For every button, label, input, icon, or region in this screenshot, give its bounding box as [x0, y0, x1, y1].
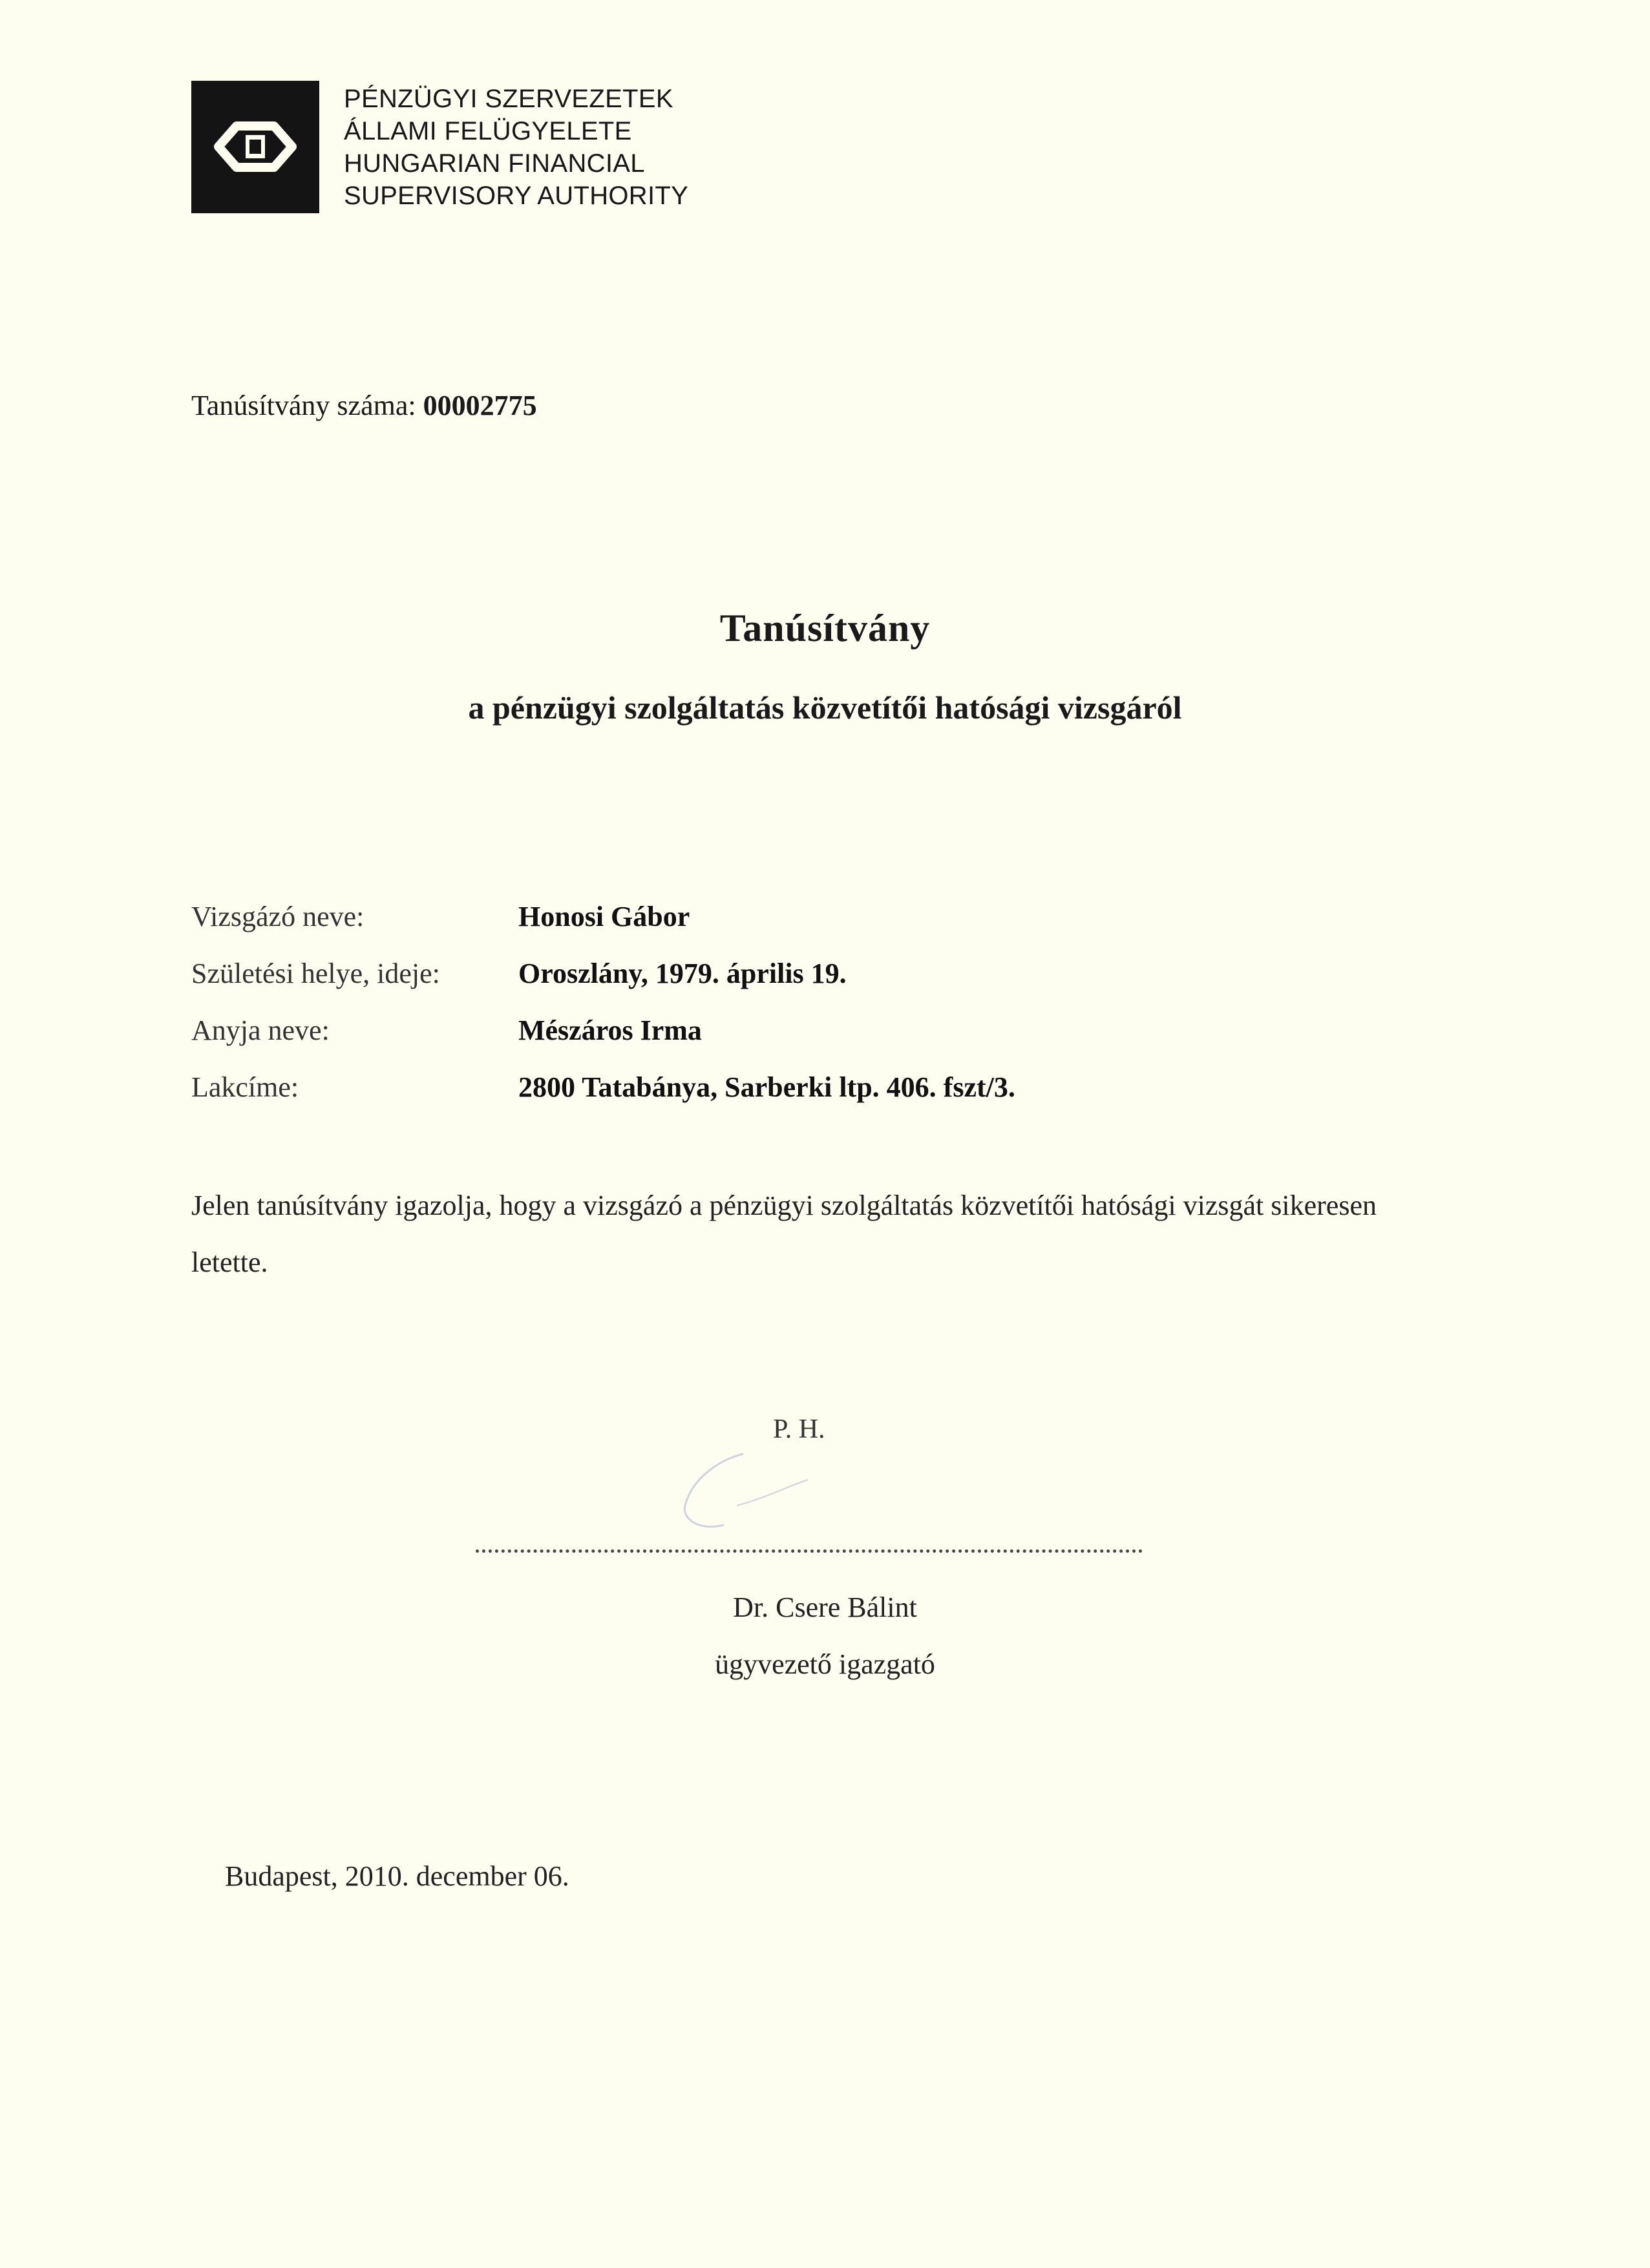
field-value: 2800 Tatabánya, Sarberki ltp. 406. fszt/3.: [518, 1071, 1015, 1103]
signatory-title: ügyvezető igazgató: [715, 1648, 935, 1680]
field-label: Lakcíme:: [191, 1071, 299, 1103]
place-and-date: Budapest, 2010. december 06.: [225, 1860, 569, 1892]
field-value: Oroszlány, 1979. április 19.: [518, 958, 847, 989]
certificate-number-label: Tanúsítvány száma:: [191, 390, 416, 421]
org-line: PÉNZÜGYI SZERVEZETEK: [344, 85, 673, 113]
field-label: Vizsgázó neve:: [191, 901, 365, 932]
signature-line: [476, 1549, 1143, 1553]
org-line: HUNGARIAN FINANCIAL: [344, 149, 645, 178]
psaf-logo-icon: [191, 81, 319, 213]
organization-name: [344, 83, 688, 212]
certificate-number-value: 00002775: [423, 390, 537, 421]
certification-statement: Jelen tanúsítvány igazolja, hogy a vizsgázó a pénzügyi szolgáltatás közvetítői hatósági vizsgát sikeresen letette.: [191, 1190, 1377, 1278]
field-label: Anyja neve:: [191, 1014, 330, 1046]
stamp-place-mark: P. H.: [773, 1414, 825, 1444]
signatory-name: Dr. Csere Bálint: [733, 1591, 917, 1623]
field-value: Honosi Gábor: [518, 901, 690, 932]
certificate-number: [191, 389, 537, 422]
document-title: Tanúsítvány: [719, 607, 931, 649]
field-value: Mészáros Irma: [518, 1014, 702, 1046]
field-label: Születési helye, ideje:: [191, 958, 440, 989]
faint-stamp-mark: [640, 1441, 821, 1544]
org-line: SUPERVISORY AUTHORITY: [344, 182, 689, 210]
document-subtitle: a pénzügyi szolgáltatás közvetítői hatósági vizsgáról: [468, 689, 1182, 726]
org-line: ÁLLAMI FELÜGYELETE: [344, 117, 632, 145]
